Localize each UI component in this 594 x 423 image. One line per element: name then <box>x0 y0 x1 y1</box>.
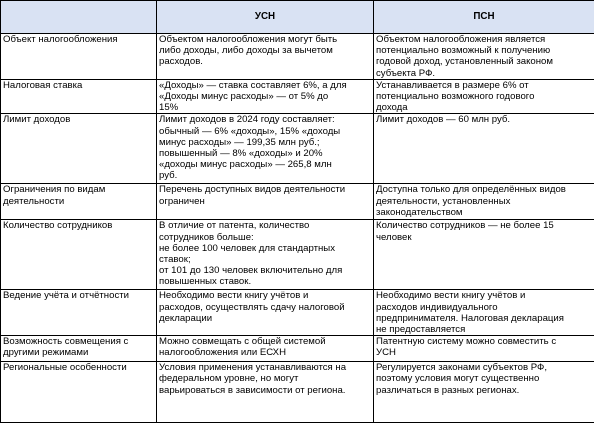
cell-text-line: 15% <box>159 102 371 113</box>
cell-text-line: потенциально возможного годового <box>376 91 592 102</box>
row-criterion-cell <box>1 336 157 362</box>
cell-text-line: Лимит доходов в 2024 году составляет: <box>159 114 371 125</box>
usn-value-cell <box>157 114 374 184</box>
cell-text-line: минус расходы» — 199,35 млн руб.; <box>159 137 371 148</box>
cell-text-line: деятельности <box>3 196 154 207</box>
cell-text-line: не предоставляется <box>376 324 592 335</box>
table-row <box>1 34 594 80</box>
cell-text-line: федеральном уровне, но могут <box>159 373 371 384</box>
cell-text-line: Ограничения по видам <box>3 184 154 195</box>
cell-text-line: Объектом налогообложения является <box>376 34 592 45</box>
psn-value-cell <box>374 79 594 114</box>
row-criterion-cell <box>1 114 157 184</box>
row-criterion-cell <box>1 79 157 114</box>
cell-text-line: годовой доход, установленный законом <box>376 56 592 67</box>
psn-value-cell <box>374 114 594 184</box>
cell-text-line: дохода <box>376 102 592 113</box>
cell-text-line: Условия применения устанавливаются на <box>159 362 371 373</box>
cell-text-line: сотрудников больше: <box>159 232 371 243</box>
cell-text-line: расходов, осуществлять сдачу налоговой <box>159 302 371 313</box>
table-row <box>1 220 594 290</box>
cell-text-line: Лимит доходов <box>3 114 154 125</box>
header-criterion <box>1 1 157 34</box>
cell-text-line: расходов. <box>159 56 371 67</box>
cell-text-line: поэтому условия могут существенно <box>376 373 592 384</box>
cell-text-line: В отличие от патента, количество <box>159 220 371 231</box>
cell-text-line: потенциально возможный к получению <box>376 45 592 56</box>
cell-text-line: налогообложения или ЕСХН <box>159 347 371 358</box>
cell-text-line: Возможность совмещения с <box>3 336 154 347</box>
cell-text-line: Необходимо вести книгу учётов и <box>376 290 592 301</box>
table-row <box>1 184 594 220</box>
usn-value-cell <box>157 290 374 336</box>
psn-value-cell <box>374 362 594 423</box>
cell-text-line: Налоговая ставка <box>3 80 154 91</box>
cell-text-line: Доступна только для определённых видов <box>376 184 592 195</box>
row-criterion-cell <box>1 220 157 290</box>
cell-text-line: Необходимо вести книгу учётов и <box>159 290 371 301</box>
table-row <box>1 290 594 336</box>
usn-value-cell <box>157 79 374 114</box>
cell-text-line: либо доходы, либо доходы за вычетом <box>159 45 371 56</box>
usn-value-cell <box>157 184 374 220</box>
cell-text-line: Количество сотрудников <box>3 220 154 231</box>
usn-value-cell <box>157 336 374 362</box>
cell-text-line: Ведение учёта и отчётности <box>3 290 154 301</box>
cell-text-line: не более 100 человек для стандартных <box>159 243 371 254</box>
cell-text-line: Объект налогообложения <box>3 34 154 45</box>
row-criterion-cell <box>1 290 157 336</box>
header-usn: УСН <box>157 1 374 34</box>
row-criterion-cell <box>1 34 157 80</box>
table-header-row <box>1 1 594 34</box>
cell-text-line: другими режимами <box>3 347 154 358</box>
header-psn: ПСН <box>374 1 594 34</box>
cell-text-line: субъекта РФ. <box>376 68 592 79</box>
row-criterion-cell <box>1 184 157 220</box>
cell-text-line: «Доходы минус расходы» — от 5% до <box>159 91 371 102</box>
row-criterion-cell <box>1 362 157 423</box>
cell-text-line: Количество сотрудников — не более 15 <box>376 220 592 231</box>
cell-text-line: варьироваться в зависимости от региона. <box>159 385 371 396</box>
cell-text-line: различаться в разных регионах. <box>376 385 592 396</box>
cell-text-line: декларации <box>159 313 371 324</box>
cell-text-line: Перечень доступных видов деятельности <box>159 184 371 195</box>
cell-text-line: ставок; <box>159 254 371 265</box>
cell-text-line: Регулируется законами субъектов РФ, <box>376 362 592 373</box>
cell-text-line: повышенный — 8% «доходы» и 20% <box>159 148 371 159</box>
cell-text-line: «Доходы» — ставка составляет 6%, а для <box>159 80 371 91</box>
cell-text-line: законодательством <box>376 207 592 218</box>
usn-value-cell <box>157 220 374 290</box>
cell-text-line: повышенных ставок. <box>159 276 371 287</box>
cell-text-line: человек <box>376 232 592 243</box>
cell-text-line: предпринимателя. Налоговая декларация <box>376 313 592 324</box>
psn-value-cell <box>374 290 594 336</box>
psn-value-cell <box>374 220 594 290</box>
cell-text-line: деятельности, установленных <box>376 196 592 207</box>
table-row <box>1 114 594 184</box>
cell-text-line: Объектом налогообложения могут быть <box>159 34 371 45</box>
usn-value-cell <box>157 362 374 423</box>
table-row <box>1 336 594 362</box>
cell-text-line: Устанавливается в размере 6% от <box>376 80 592 91</box>
cell-text-line: «доходы минус расходы» — 265,8 млн <box>159 159 371 170</box>
cell-text-line: Лимит доходов — 60 млн руб. <box>376 114 592 125</box>
cell-text-line: обычный — 6% «доходы», 15% «доходы <box>159 126 371 137</box>
psn-value-cell <box>374 34 594 80</box>
cell-text-line: Можно совмещать с общей системой <box>159 336 371 347</box>
usn-value-cell <box>157 34 374 80</box>
table-row <box>1 79 594 114</box>
cell-text-line: ограничен <box>159 196 371 207</box>
cell-text-line: от 101 до 130 человек включительно для <box>159 265 371 276</box>
psn-value-cell <box>374 184 594 220</box>
cell-text-line: расходов индивидуального <box>376 302 592 313</box>
cell-text-line: Региональные особенности <box>3 362 154 373</box>
psn-value-cell <box>374 336 594 362</box>
cell-text-line: Патентную систему можно совместить с <box>376 336 592 347</box>
cell-text-line: руб. <box>159 170 371 181</box>
table-row <box>1 362 594 423</box>
cell-text-line: УСН <box>376 347 592 358</box>
